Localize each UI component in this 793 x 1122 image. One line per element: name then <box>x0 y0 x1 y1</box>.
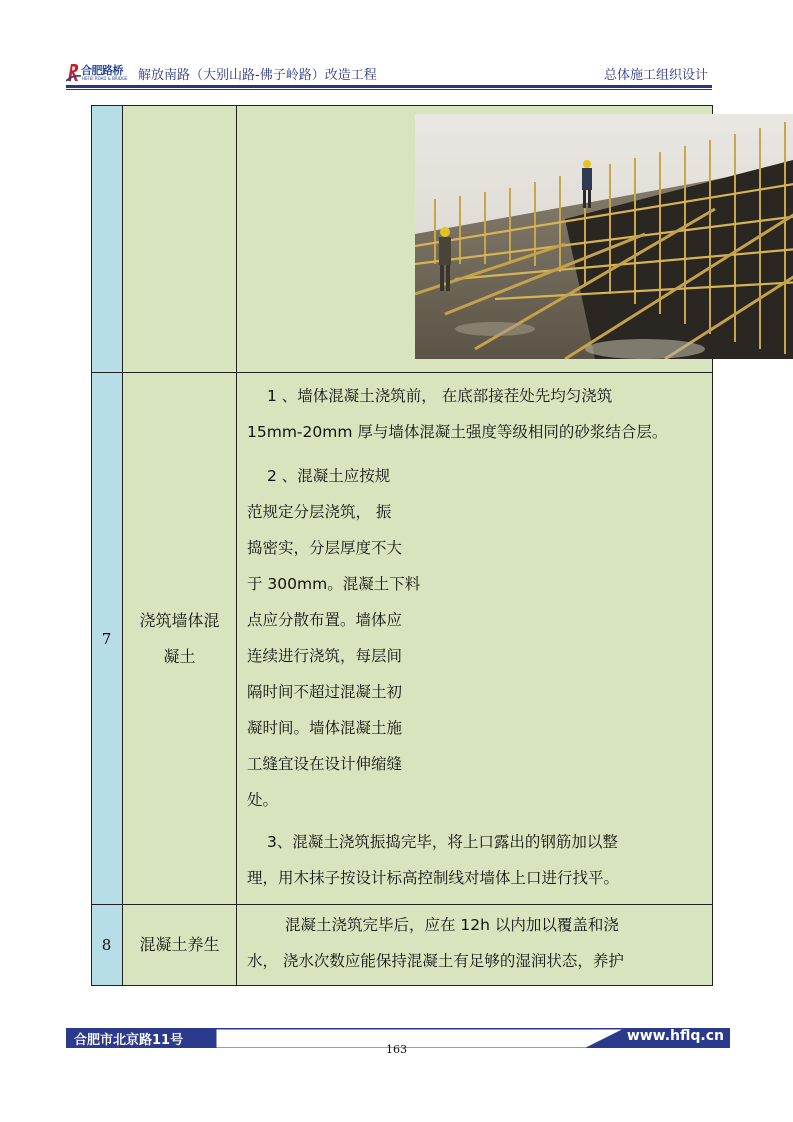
page-number: 163 <box>386 1043 407 1056</box>
row-8-number-cell <box>91 905 123 986</box>
paragraph-2-line: 处。 <box>247 791 279 809</box>
row-7-name-cell <box>123 373 237 905</box>
row-8-name-cell <box>123 905 237 986</box>
paragraph-2-line: 连续进行浇筑，每层间 <box>247 647 403 665</box>
formwork-construction-photo <box>415 114 793 359</box>
company-logo <box>66 62 128 84</box>
hefei-road-bridge-logo-icon <box>66 62 82 82</box>
photo-row-name-cell <box>123 105 237 373</box>
construction-steps-table <box>91 105 713 986</box>
paragraph-3-line-1: 3、混凝土浇筑振捣完毕，将上口露出的钢筋加以整 <box>267 833 618 851</box>
paragraph-2-line: 隔时间不超过混凝土初 <box>247 683 403 701</box>
paragraph-1-line-2: 15mm-20mm 厚与墙体混凝土强度等级相同的砂浆结合层。 <box>247 423 668 441</box>
row-8-line-2: 水， 浇水次数应能保持混凝土有足够的湿润状态，养护 <box>247 952 624 970</box>
row-8-content-cell <box>237 905 713 986</box>
paragraph-2-line: 于 300mm。混凝土下料 <box>247 575 421 593</box>
header-rule-thick <box>66 85 712 88</box>
paragraph-2-line: 捣密实，分层厚度不大 <box>247 539 403 557</box>
row-name: 浇筑墙体混凝土 <box>139 610 220 666</box>
page-header <box>66 60 712 94</box>
paragraph-1-line-1: 1 、墙体混凝土浇筑前， 在底部接茬处先均匀浇筑 <box>267 387 613 405</box>
row-name: 混凝土养生 <box>139 935 220 954</box>
photo-row-content-cell <box>237 105 713 373</box>
logo-text: 合肥路桥 <box>81 64 123 77</box>
paragraph-2-line: 工缝宜设在设计伸缩缝 <box>247 755 403 773</box>
footer-website-link[interactable]: www.hflq.cn <box>626 1028 724 1044</box>
paragraph-3-line-2: 理，用木抹子按设计标高控制线对墙体上口进行找平。 <box>247 869 620 887</box>
row-7-number-cell <box>91 373 123 905</box>
paragraph-2-line: 凝时间。墙体混凝土施 <box>247 719 403 737</box>
paragraph-2-line: 2 、混凝土应按规 <box>267 467 391 485</box>
paragraph-2-line: 范规定分层浇筑， 振 <box>247 503 392 521</box>
document-title: 解放南路（大别山路-佛子岭路）改造工程 <box>138 68 377 83</box>
logo-subtext: HEFEI ROAD & BRIDGE <box>82 76 128 81</box>
document-section: 总体施工组织设计 <box>603 68 708 83</box>
footer-address: 合肥市北京路11号 <box>74 1033 184 1048</box>
row-7-content-cell <box>237 373 713 905</box>
row-8-line-1: 混凝土浇筑完毕后，应在 12h 以内加以覆盖和浇 <box>285 916 619 934</box>
photo-row-number-cell <box>91 105 123 373</box>
paragraph-2-line: 点应分散布置。墙体应 <box>247 611 403 629</box>
row-number: 7 <box>101 629 112 648</box>
row-number: 8 <box>101 936 112 954</box>
header-rule-thin <box>66 89 712 90</box>
